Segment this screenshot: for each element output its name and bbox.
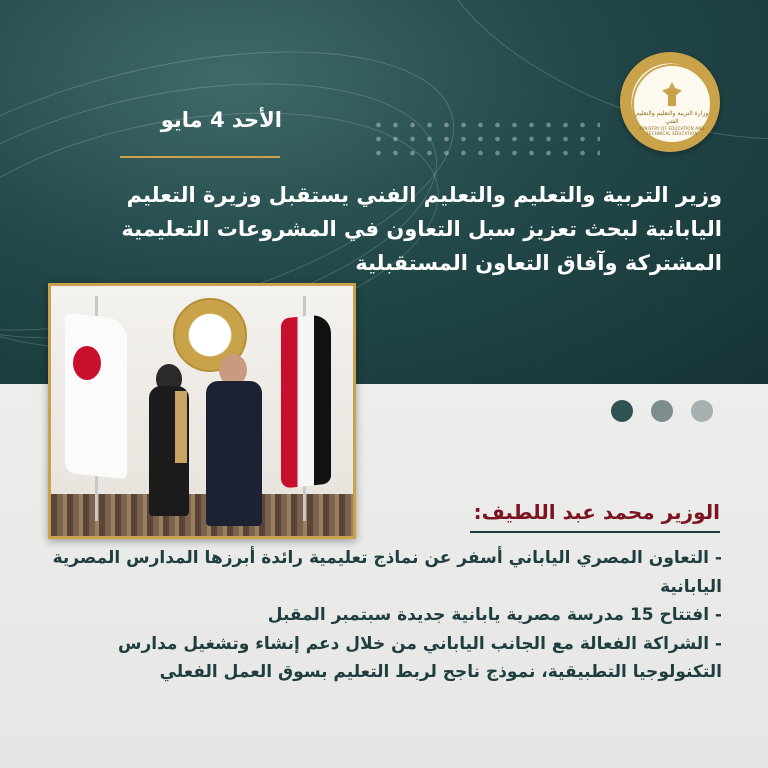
japan-flag-icon [65,313,127,480]
logo-text-ar: وزارة التربية والتعليم والتعليم الفني [635,110,709,125]
date-underline [120,156,280,158]
bullet-item: - الشراكة الفعالة مع الجانب الياباني من خلال دعم إنشاء وتشغيل مدارس التكنولوجيا التطبيقية، نموذج ناجح لربط التعليم بسوق العمل الفعلي [118,633,722,682]
japan-flag-sun [73,346,101,380]
bullet-list [28,544,722,687]
bullet-item: - التعاون المصري الياباني أسفر عن نماذج تعليمية رائدة أبرزها المدارس المصرية اليابانية [52,548,722,597]
bullet-item: - افتتاح 15 مدرسة مصرية يابانية جديدة سبتمبر المقبل [267,605,722,625]
logo-seal [632,64,712,144]
slide-dot-1 [611,400,633,422]
slide-dot-2 [651,400,673,422]
person-scarf [175,391,187,463]
logo-text-en: MINISTRY OF EDUCATION AND TECHNICAL EDUCATION [639,126,705,136]
quote-underline [470,531,720,533]
quote-title: الوزير محمد عبد اللطيف: [473,500,720,524]
ministry-logo-icon [620,52,720,152]
person-figure [206,381,262,526]
slide-dot-3 [691,400,713,422]
date-label: الأحد 4 مايو [160,108,282,132]
dot-pattern [370,118,600,162]
egypt-flag-icon [281,313,331,488]
meeting-photo [48,283,356,539]
eagle-icon [662,82,682,106]
headline: وزير التربية والتعليم والتعليم الفني يستقبل وزيرة التعليم اليابانية لبحث تعزيز سبل التعاون في المشروعات التعليمية المشتركة وآفاق التعاون المستقبلية [121,183,722,275]
